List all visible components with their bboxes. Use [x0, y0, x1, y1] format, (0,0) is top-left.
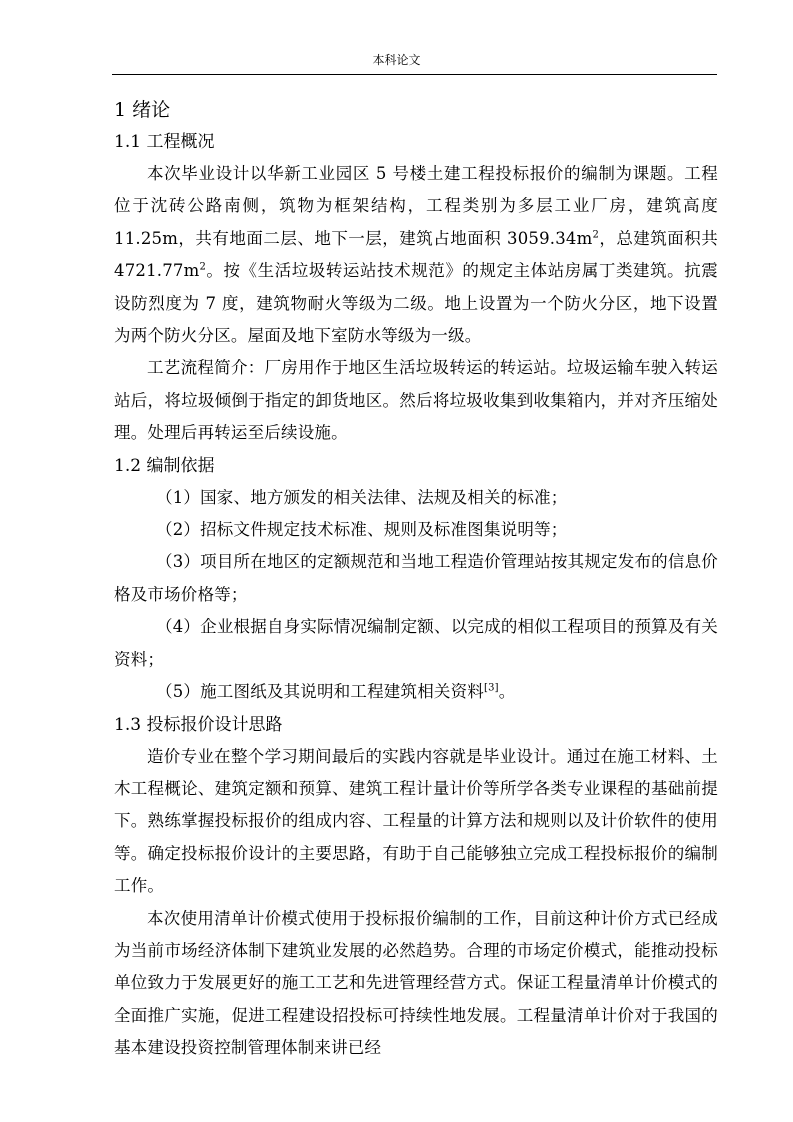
paragraph-design-approach: 造价专业在整个学习期间最后的实践内容就是毕业设计。通过在施工材料、土木工程概论、建筑定额和预算、建筑工程计量计价等所学各类专业课程的基础前提下。熟练掌握投标报价的组成内容、工程量的计算方法和规则以及计价软件的使用等。确定投标报价设计的主要思路，有助于自己能够独立完成工程投标报价的编制工作。	[114, 746, 718, 896]
header-divider	[112, 74, 717, 75]
chapter-title: 1 绪论	[114, 99, 171, 121]
document-body	[114, 94, 718, 1065]
list-item: （5）施工图纸及其说明和工程建筑相关资料[3]。	[156, 682, 516, 702]
paragraph-project-overview: 本次毕业设计以华新工业园区 5 号楼土建工程投标报价的编制为课题。工程位于沈砖公路南侧，筑物为框架结构，工程类别为多层工业厂房，建筑高度 11.25m，共有地面二层、地下一层，建筑占地面积 $3059.34m^2$，总建筑面积共 $4721.77m^2$。按《生活垃圾转运站技术规范》的规定主体站房属丁类建筑。抗震设防烈度为 7 度，建筑物耐火等级为二级。地上设置为一个防火分区，地下设置为两个防火分区。屋面及地下室防水等级为一级。	[114, 164, 718, 346]
section-heading-1-2: 1.2 编制依据	[114, 455, 215, 476]
list-item: （1）国家、地方颁发的相关法律、法规及相关的标准；	[156, 487, 568, 507]
list-item: （2）招标文件规定技术标准、规则及标准图集说明等；	[156, 520, 568, 540]
paragraph-bill-of-quantities: 本次使用清单计价模式使用于投标报价编制的工作，目前这种计价方式已经成为当前市场经济体制下建筑业发展的必然趋势。合理的市场定价模式，能推动投标单位致力于发展更好的施工工艺和先进管理经营方式。保证工程量清单计价模式的全面推广实施，促进工程建设招投标可持续性地发展。工程量清单计价对于我国的基本建设投资控制管理体制来讲已经	[114, 908, 718, 1058]
section-heading-1-3: 1.3 投标报价设计思路	[114, 714, 283, 735]
paragraph-process-flow: 工艺流程简介：厂房用作于地区生活垃圾转运的转运站。垃圾运输车驶入转运站后，将垃圾倾倒于指定的卸货地区。然后将垃圾收集到收集箱内，并对齐压缩处理。处理后再转运至后续设施。	[114, 358, 718, 443]
list-item: （4）企业根据自身实际情况编制定额、以完成的相似工程项目的预算及有关资料；	[114, 617, 718, 669]
section-heading-1-1: 1.1 工程概况	[114, 132, 215, 152]
page-header: 本科论文	[372, 53, 421, 67]
superscript: 2	[592, 229, 600, 241]
list-item: （3）项目所在地区的定额规范和当地工程造价管理站按其规定发布的信息价格及市场价格等；	[114, 552, 718, 604]
superscript: 2	[199, 261, 207, 273]
citation-reference: [3]	[484, 682, 499, 694]
